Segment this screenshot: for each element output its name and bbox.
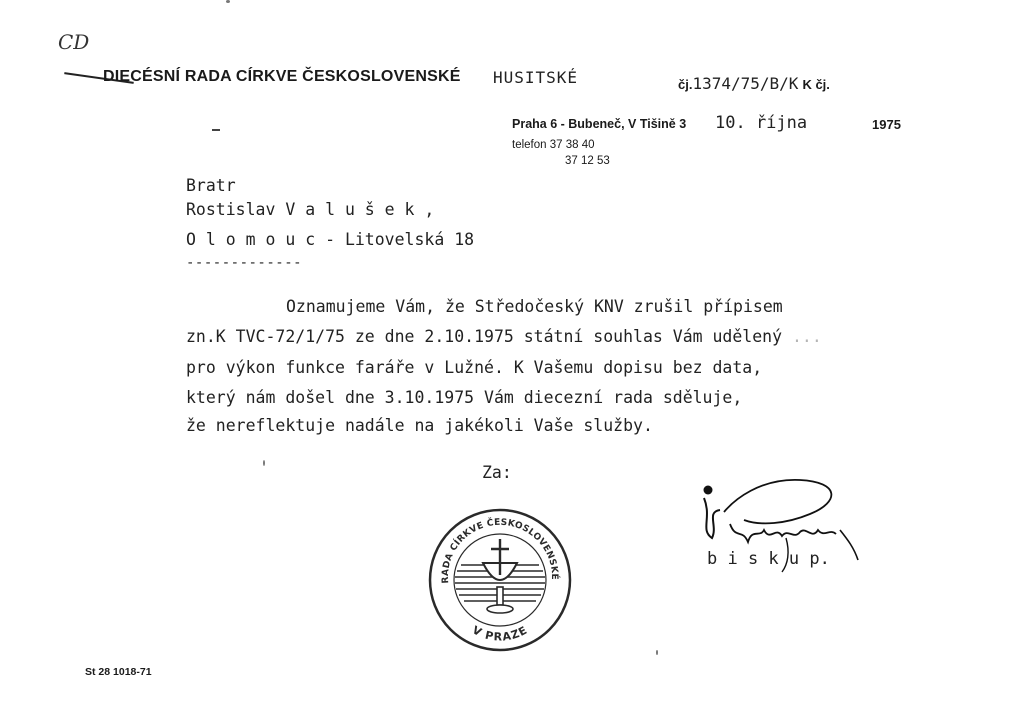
recipient-underline: ------------- [186, 255, 303, 271]
letterhead-org-name: DIECÉSNÍ RADA CÍRKVE ČESKOSLOVENSKÉ [103, 68, 461, 85]
form-code: St 28 1018-71 [85, 666, 152, 678]
signatory-title: b i s k u p. [707, 549, 830, 569]
recipient-salutation: Bratr [186, 176, 236, 195]
body-line-2-faint: ... [791, 327, 822, 346]
body-line-3: pro výkon funkce faráře v Lužné. K Vašemu dopisu bez data, [186, 358, 763, 377]
reference-value: 1374/75/B/K [692, 74, 799, 93]
letterhead-org-name-typed: HUSITSKÉ [493, 68, 579, 87]
phone-number-2: 37 12 53 [565, 155, 610, 167]
stamp-seal-graphic [425, 505, 575, 655]
letter-year: 1975 [872, 117, 901, 132]
body-line-2 [186, 327, 822, 346]
phone-number-1: telefon 37 38 40 [512, 139, 595, 151]
svg-text:V PRAZE: V PRAZE [470, 623, 530, 644]
margin-annotation: CD [58, 30, 90, 54]
official-stamp [425, 505, 575, 655]
scan-speck [656, 650, 658, 655]
recipient-name: Rostislav V a l u š e k , [186, 200, 435, 219]
reference-number [678, 74, 830, 94]
scan-speck [226, 0, 230, 3]
margin-tick [212, 129, 220, 131]
closing-for-label: Za: [482, 463, 512, 482]
body-line-5: že nereflektuje nadále na jakékoli Vaše služby. [186, 416, 653, 435]
reference-suffix: K čj. [802, 77, 830, 92]
body-line-1: Oznamujeme Vám, že Středočeský KNV zrušil přípisem [286, 297, 783, 316]
letter-date: 10. října [715, 113, 808, 133]
recipient-address: O l o m o u c - Litovelská 18 [186, 230, 475, 249]
reference-label: čj. [678, 77, 693, 92]
scan-speck [263, 460, 265, 466]
body-line-4: který nám došel dne 3.10.1975 Vám diecezní rada sděluje, [186, 388, 743, 407]
sender-address: Praha 6 - Bubeneč, V Tišině 3 [512, 117, 687, 131]
svg-text:DIECÉSNÍ RADA CÍRKVE ČESKOSLOV: RADA CÍRKVE ČESKOSLOVENSKÉ [440, 517, 560, 584]
body-line-2-text: zn.K TVC-72/1/75 ze dne 2.10.1975 státní souhlas Vám udělený [186, 327, 783, 346]
